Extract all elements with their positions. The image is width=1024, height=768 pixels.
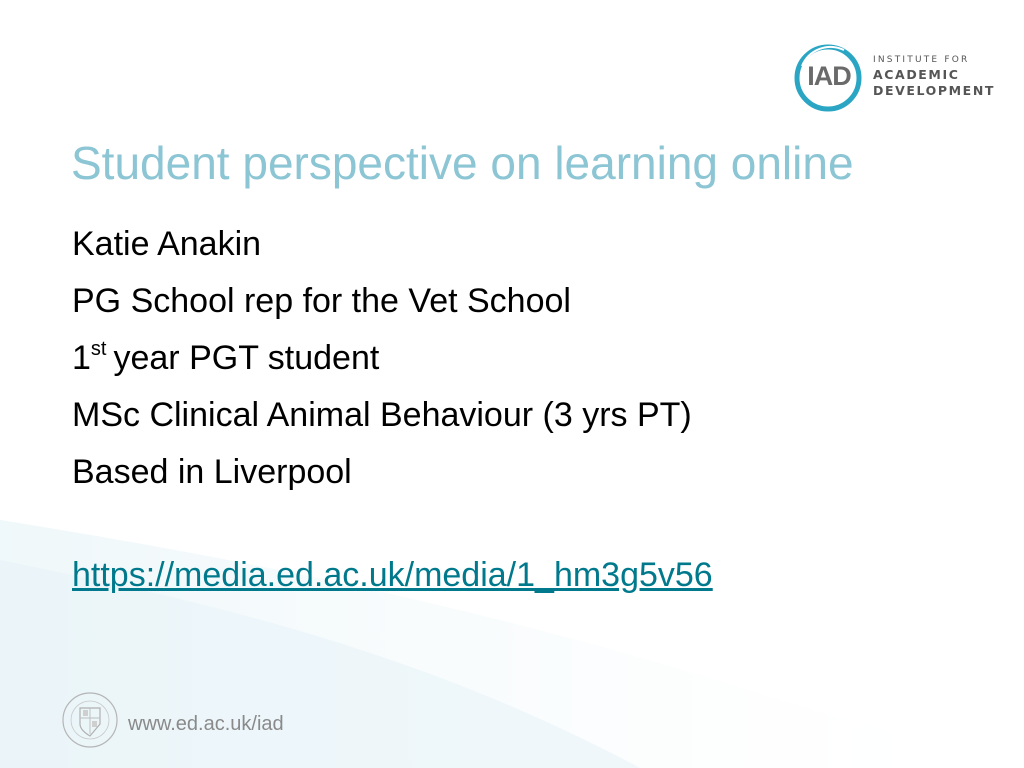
speaker-details xyxy=(72,216,692,501)
logo-line-development: DEVELOPMENT xyxy=(873,82,996,98)
logo-wordmark xyxy=(873,56,995,100)
speaker-location: Based in Liverpool xyxy=(72,453,352,491)
year-suffix: st xyxy=(90,338,107,360)
logo-letters: IAD xyxy=(807,61,851,91)
speaker-name: Katie Anakin xyxy=(72,225,262,263)
slide-title: Student perspective on learning online xyxy=(71,137,854,189)
university-crest-icon xyxy=(60,690,120,750)
footer-url: www.ed.ac.uk/iad xyxy=(128,713,284,735)
year-text: year PGT student xyxy=(113,339,380,377)
logo-line-academic: ACADEMIC xyxy=(873,67,960,82)
speaker-year xyxy=(72,330,692,387)
iad-logo xyxy=(792,42,996,116)
logo-line-institute: INSTITUTE FOR xyxy=(873,55,970,65)
media-link[interactable]: https://media.ed.ac.uk/media/1_hm3g5v56 xyxy=(72,556,713,594)
speaker-programme: MSc Clinical Animal Behaviour (3 yrs PT) xyxy=(72,396,692,434)
speaker-role: PG School rep for the Vet School xyxy=(72,282,571,320)
year-number: 1 xyxy=(72,339,91,377)
